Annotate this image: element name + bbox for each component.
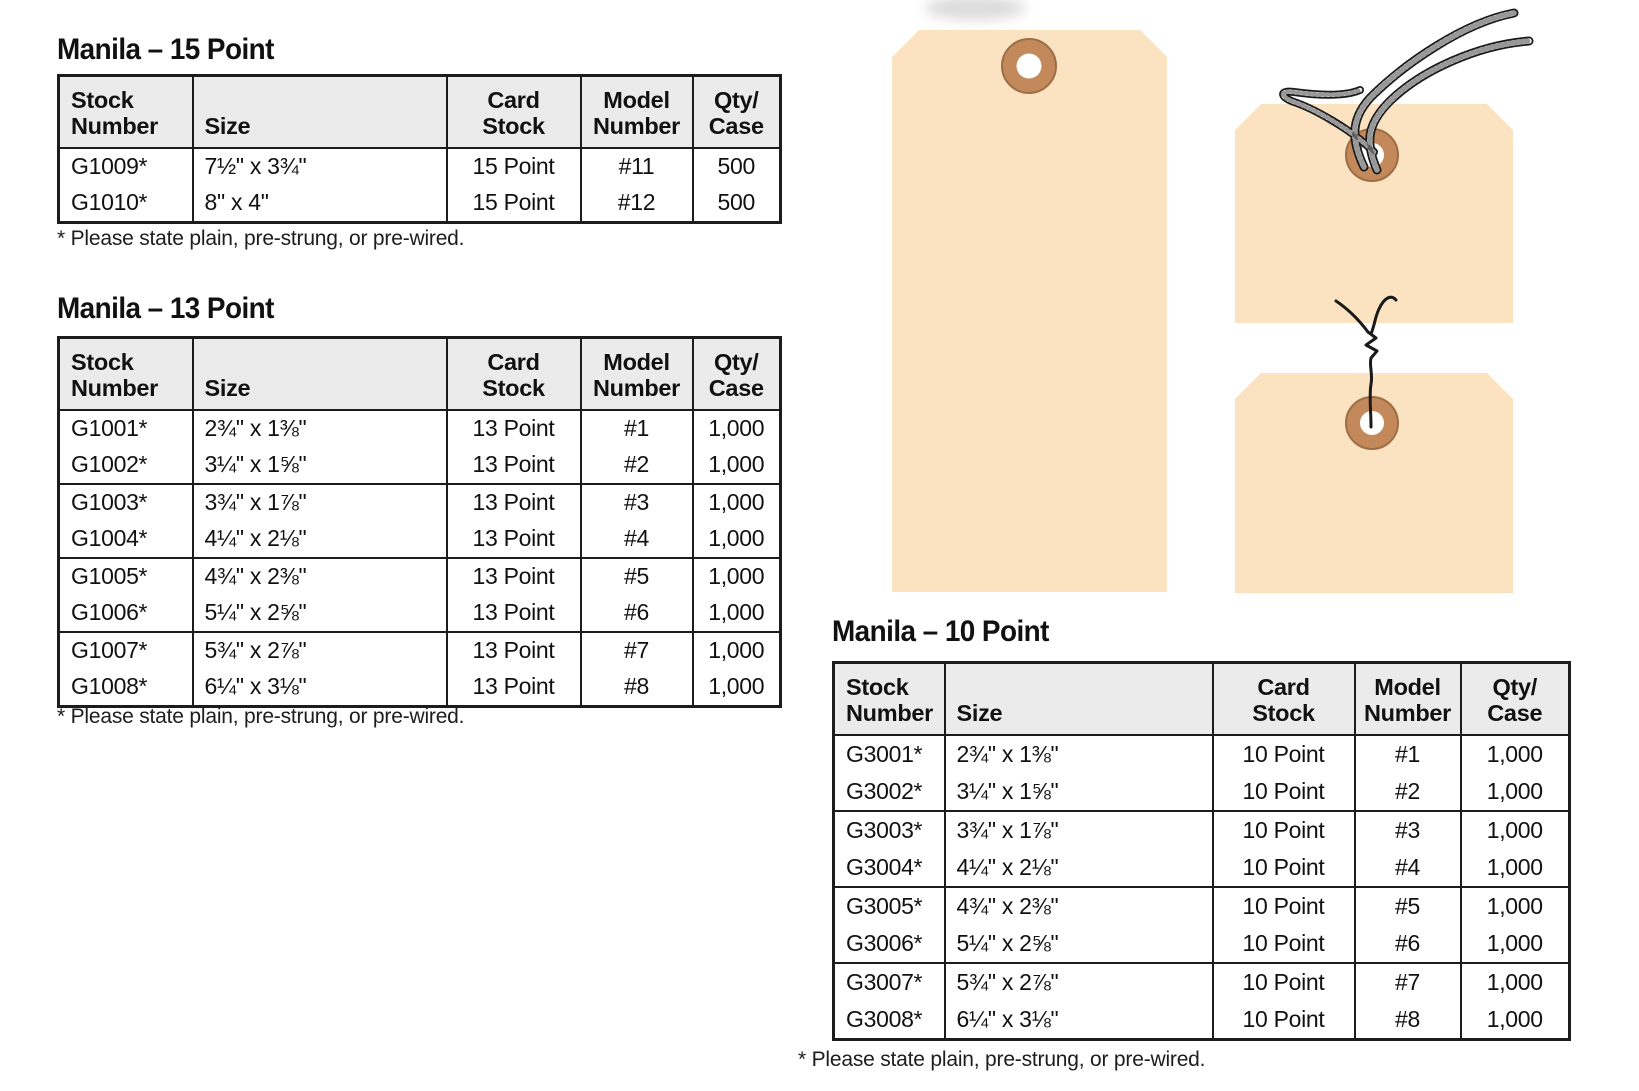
table-cell: #11 (581, 148, 693, 185)
table-cell: 10 Point (1213, 925, 1355, 963)
table-cell: 1,000 (693, 595, 781, 632)
table-cell: 1,000 (693, 447, 781, 484)
scan-shadow (925, 0, 1025, 20)
table-cell: 15 Point (447, 185, 581, 223)
table-cell: 3¾" x 1⅞" (193, 484, 447, 521)
table-cell: #2 (581, 447, 693, 484)
column-header: Qty/ Case (693, 338, 781, 410)
section-title-10-point: Manila – 10 Point (832, 615, 1049, 648)
table-15-point (57, 74, 782, 224)
table-10-point (832, 661, 1571, 1041)
table-cell: #7 (1355, 963, 1461, 1001)
pre-strung-tag-illustration (1235, 13, 1529, 323)
table-cell: 8" x 4" (193, 185, 447, 223)
table-cell: #12 (581, 185, 693, 223)
table-cell: G1010* (71, 189, 148, 215)
table-cell: 5¾" x 2⅞" (193, 632, 447, 669)
table-cell: #1 (581, 410, 693, 447)
spec-table (832, 661, 1571, 1041)
table-cell: 6¼" x 3⅛" (945, 1001, 1213, 1040)
table-row (59, 595, 781, 632)
table-row (834, 773, 1570, 811)
table-row (59, 185, 781, 223)
table-cell: 3¼" x 1⅝" (193, 447, 447, 484)
table-cell: 5¼" x 2⅝" (193, 595, 447, 632)
table-row (59, 484, 781, 521)
table-cell: #3 (581, 484, 693, 521)
table-row (59, 148, 781, 185)
table-cell: 1,000 (1461, 735, 1570, 773)
table-row (59, 632, 781, 669)
table-row (59, 669, 781, 707)
table-cell: 1,000 (1461, 925, 1570, 963)
spec-table (57, 336, 782, 708)
spec-table (57, 74, 782, 224)
table-cell: #6 (1355, 925, 1461, 963)
column-header: Stock Number (59, 338, 193, 410)
table-cell: #5 (1355, 887, 1461, 925)
table-row (59, 410, 781, 447)
table-cell: 1,000 (693, 521, 781, 558)
table-row (59, 558, 781, 595)
footnote-13-point: * Please state plain, pre-strung, or pre-wired. (57, 705, 465, 728)
table-cell: G3007* (834, 963, 945, 1001)
table-row (834, 849, 1570, 887)
header-row (59, 76, 781, 148)
table-cell: #2 (1355, 773, 1461, 811)
table-cell: #8 (1355, 1001, 1461, 1040)
column-header: Qty/ Case (693, 76, 781, 148)
table-cell: G3001* (846, 740, 923, 767)
tag-body (892, 30, 1167, 592)
table-row (59, 521, 781, 558)
table-cell: 1,000 (1461, 887, 1570, 925)
table-cell: 1,000 (693, 410, 781, 447)
footnote-10-point: * Please state plain, pre-strung, or pre-wired. (798, 1048, 1206, 1071)
column-header: Card Stock (1213, 663, 1355, 735)
table-cell: G1007* (59, 632, 193, 669)
table-cell: 10 Point (1213, 773, 1355, 811)
table-row (59, 447, 781, 484)
section-title-15-point: Manila – 15 Point (57, 33, 274, 66)
table-cell: G1006* (71, 599, 148, 625)
table-cell: #4 (581, 521, 693, 558)
table-cell: 5¾" x 2⅞" (945, 963, 1213, 1001)
table-cell: G1002* (71, 451, 148, 477)
table-cell: 1,000 (1461, 811, 1570, 849)
table-row (834, 811, 1570, 849)
table-cell: 10 Point (1213, 811, 1355, 849)
table-cell: 4¾" x 2⅜" (945, 887, 1213, 925)
table-cell: 2¾" x 1⅜" (193, 410, 447, 447)
table-cell: 13 Point (447, 410, 581, 447)
table-cell: G1004* (71, 525, 148, 551)
table-row (834, 963, 1570, 1001)
header-row (834, 663, 1570, 735)
table-cell: 4¼" x 2⅛" (945, 849, 1213, 887)
table-cell: 3¼" x 1⅝" (945, 773, 1213, 811)
column-header: Stock Number (59, 76, 193, 148)
table-cell: 10 Point (1213, 1001, 1355, 1040)
table-cell: #1 (1355, 735, 1461, 773)
table-cell: #7 (581, 632, 693, 669)
table-cell: #6 (581, 595, 693, 632)
column-header: Card Stock (447, 338, 581, 410)
table-cell: 13 Point (447, 447, 581, 484)
column-header: Qty/ Case (1461, 663, 1570, 735)
table-cell: G1009* (71, 153, 148, 179)
table-cell: 10 Point (1213, 963, 1355, 1001)
column-header: Model Number (581, 76, 693, 148)
table-cell: #3 (1355, 811, 1461, 849)
table-cell: 13 Point (447, 595, 581, 632)
header-row (59, 338, 781, 410)
column-header: Model Number (581, 338, 693, 410)
table-cell: 13 Point (447, 521, 581, 558)
table-cell: 5¼" x 2⅝" (945, 925, 1213, 963)
table-cell: 1,000 (693, 669, 781, 707)
table-cell: 13 Point (447, 558, 581, 595)
tag-illustrations (850, 0, 1639, 600)
table-cell: #8 (581, 669, 693, 707)
table-row (834, 887, 1570, 925)
table-cell: 7½" x 3¾" (193, 148, 447, 185)
table-cell: G1003* (59, 484, 193, 521)
table-cell: 500 (693, 185, 781, 223)
table-row (834, 1001, 1570, 1040)
column-header: Card Stock (447, 76, 581, 148)
table-row (834, 735, 1570, 773)
pre-wired-tag-illustration (1235, 297, 1513, 593)
table-cell: 500 (693, 148, 781, 185)
column-header: Size (193, 338, 447, 410)
table-cell: G1008* (71, 673, 148, 699)
table-cell: 1,000 (693, 558, 781, 595)
table-13-point (57, 336, 782, 708)
table-cell: 1,000 (1461, 849, 1570, 887)
table-cell: 1,000 (1461, 773, 1570, 811)
table-cell: 1,000 (1461, 963, 1570, 1001)
table-cell: G3008* (846, 1005, 923, 1032)
footnote-15-point: * Please state plain, pre-strung, or pre-wired. (57, 227, 465, 250)
table-cell: 3¾" x 1⅞" (945, 811, 1213, 849)
table-cell: 1,000 (693, 632, 781, 669)
table-cell: 4¾" x 2⅜" (193, 558, 447, 595)
table-cell: 10 Point (1213, 849, 1355, 887)
column-header: Model Number (1355, 663, 1461, 735)
column-header: Size (945, 663, 1213, 735)
section-title-13-point: Manila – 13 Point (57, 292, 274, 325)
column-header: Stock Number (834, 663, 945, 735)
table-cell: G3002* (846, 777, 923, 804)
plain-tag-illustration (892, 30, 1167, 592)
table-cell: G1005* (59, 558, 193, 595)
table-cell: 10 Point (1213, 887, 1355, 925)
table-cell: 13 Point (447, 484, 581, 521)
table-cell: 13 Point (447, 632, 581, 669)
table-cell: #5 (581, 558, 693, 595)
table-row (834, 925, 1570, 963)
table-cell: G3005* (834, 887, 945, 925)
eyelet-hole (1017, 54, 1042, 79)
table-cell: G3006* (846, 929, 923, 956)
table-cell: G3003* (834, 811, 945, 849)
table-cell: 4¼" x 2⅛" (193, 521, 447, 558)
table-cell: 6¼" x 3⅛" (193, 669, 447, 707)
table-cell: 15 Point (447, 148, 581, 185)
table-cell: 10 Point (1213, 735, 1355, 773)
table-cell: G3004* (846, 853, 923, 880)
table-cell: #4 (1355, 849, 1461, 887)
column-header: Size (193, 76, 447, 148)
table-cell: 2¾" x 1⅜" (945, 735, 1213, 773)
table-cell: 13 Point (447, 669, 581, 707)
table-cell: G1001* (71, 415, 148, 441)
table-cell: 1,000 (693, 484, 781, 521)
table-cell: 1,000 (1461, 1001, 1570, 1040)
